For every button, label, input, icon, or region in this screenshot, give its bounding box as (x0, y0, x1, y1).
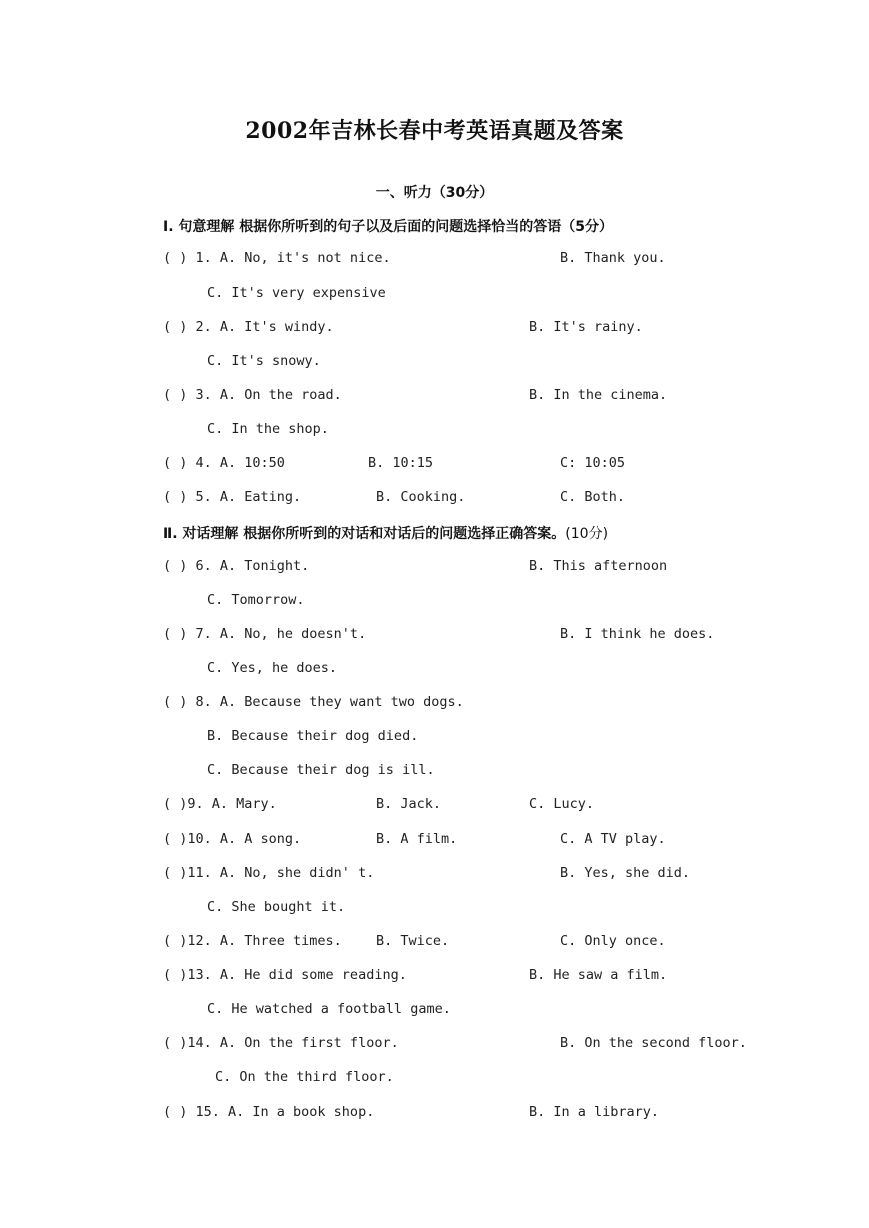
question-11: ( )11. A. No, she didn' t. (163, 865, 375, 881)
question-10-option-c: C. A TV play. (560, 831, 666, 847)
question-6: ( ) 6. A. Tonight. (163, 558, 310, 574)
question-2: ( ) 2. A. It's windy. (163, 319, 334, 335)
question-15: ( ) 15. A. In a book shop. (163, 1104, 375, 1120)
question-1-option-c: C. It's very expensive (207, 285, 386, 301)
question-8-option-c: C. Because their dog is ill. (207, 762, 435, 778)
question-14-option-c: C. On the third floor. (215, 1069, 394, 1085)
section-2-title: Ⅱ. 对话理解 根据你所听到的对话和对话后的问题选择正确答案。 (163, 526, 566, 542)
question-15-option-b: B. In a library. (529, 1104, 660, 1120)
page-title: 2002年吉林长春中考英语真题及答案 (245, 118, 624, 144)
question-9: ( )9. A. Mary. (163, 796, 277, 812)
question-6-option-c: C. Tomorrow. (207, 592, 305, 608)
section-2-points: (10分) (565, 526, 609, 542)
section-2-heading (163, 523, 608, 543)
question-14-option-b: B. On the second floor. (560, 1035, 747, 1051)
section-1-title: Ⅰ. 句意理解 根据你所听到的句子以及后面的问题选择恰当的答语（5分） (163, 219, 614, 235)
question-8: ( ) 8. A. Because they want two dogs. (163, 694, 464, 710)
question-13-option-c: C. He watched a football game. (207, 1001, 451, 1017)
question-2-option-c: C. It's snowy. (207, 353, 321, 369)
question-13: ( )13. A. He did some reading. (163, 967, 407, 983)
question-3-option-b: B. In the cinema. (529, 387, 668, 403)
question-4: ( ) 4. A. 10:50 (163, 455, 285, 471)
question-5-option-c: C. Both. (560, 489, 626, 505)
question-4-option-b: B. 10:15 (368, 455, 434, 471)
question-5: ( ) 5. A. Eating. (163, 489, 302, 505)
question-1-option-b: B. Thank you. (560, 250, 666, 266)
question-11-option-c: C. She bought it. (207, 899, 346, 915)
question-7: ( ) 7. A. No, he doesn't. (163, 626, 367, 642)
section-1-heading (163, 216, 613, 236)
question-7-option-b: B. I think he does. (560, 626, 715, 642)
question-9-option-b: B. Jack. (376, 796, 442, 812)
question-8-option-b: B. Because their dog died. (207, 728, 419, 744)
question-14: ( )14. A. On the first floor. (163, 1035, 399, 1051)
question-2-option-b: B. It's rainy. (529, 319, 643, 335)
question-1: ( ) 1. A. No, it's not nice. (163, 250, 391, 266)
question-7-option-c: C. Yes, he does. (207, 660, 338, 676)
question-3-option-c: C. In the shop. (207, 421, 329, 437)
question-12-option-b: B. Twice. (376, 933, 450, 949)
question-10: ( )10. A. A song. (163, 831, 302, 847)
question-11-option-b: B. Yes, she did. (560, 865, 691, 881)
question-10-option-b: B. A film. (376, 831, 458, 847)
question-6-option-b: B. This afternoon (529, 558, 668, 574)
question-3: ( ) 3. A. On the road. (163, 387, 342, 403)
question-12: ( )12. A. Three times. (163, 933, 342, 949)
question-9-option-c: C. Lucy. (529, 796, 595, 812)
question-5-option-b: B. Cooking. (376, 489, 466, 505)
question-12-option-c: C. Only once. (560, 933, 666, 949)
question-13-option-b: B. He saw a film. (529, 967, 668, 983)
part-heading: 一、听力（30分） (375, 185, 494, 201)
question-4-option-c: C: 10:05 (560, 455, 626, 471)
